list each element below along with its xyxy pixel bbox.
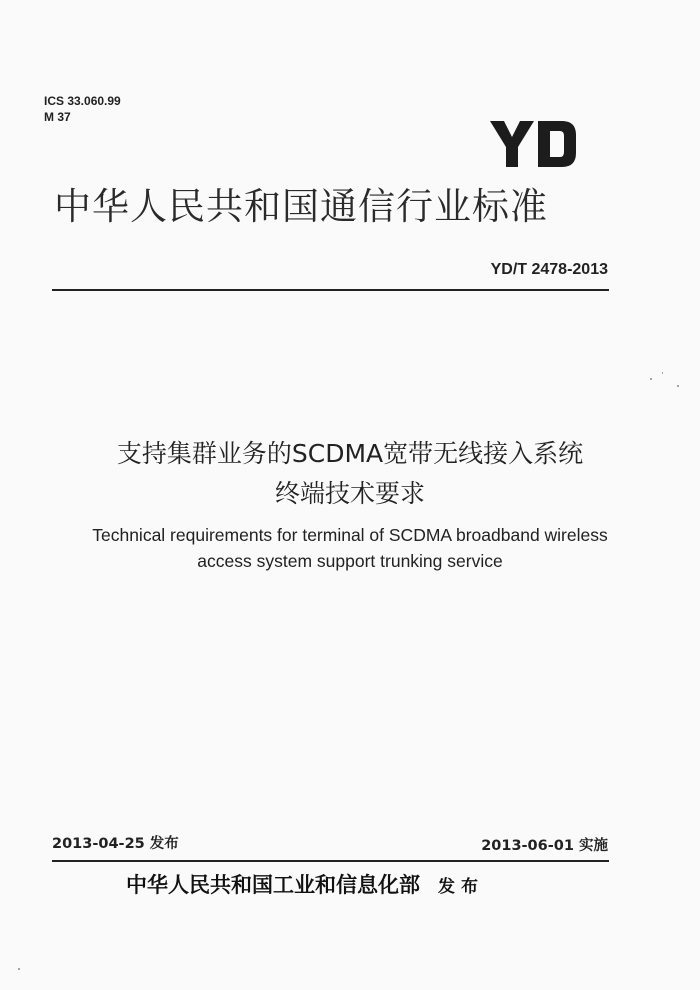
english-title: [40, 522, 660, 574]
scan-speck: [662, 372, 663, 374]
chinese-title: [40, 434, 660, 514]
top-divider: [52, 289, 609, 291]
standard-number: YD/T 2478-2013: [490, 261, 608, 278]
yd-logo: [490, 121, 576, 167]
chinese-title-line-1: 支持集群业务的SCDMA宽带无线接入系统: [116, 439, 584, 468]
scan-speck: [677, 385, 679, 387]
english-title-line-2: access system support trunking service: [197, 551, 503, 571]
standard-category-title: 中华人民共和国通信行业标准: [54, 185, 548, 228]
english-title-line-1: Technical requirements for terminal of SCDMA broadband wireless: [92, 525, 608, 545]
classification-codes: [44, 93, 121, 125]
issuer-action: 发布: [438, 877, 484, 897]
issuer-name: 中华人民共和国工业和信息化部: [126, 872, 420, 897]
issue-date: 2013-04-25 发布: [52, 836, 179, 852]
scan-speck: [18, 968, 20, 970]
implementation-date: 2013-06-01 实施: [481, 838, 608, 854]
bottom-divider: [52, 860, 609, 862]
ics-code: ICS 33.060.99: [44, 94, 121, 108]
issuing-authority: [126, 870, 484, 902]
scan-speck: [650, 378, 652, 380]
ccs-code: M 37: [44, 110, 71, 124]
chinese-title-line-2: 终端技术要求: [274, 479, 425, 508]
